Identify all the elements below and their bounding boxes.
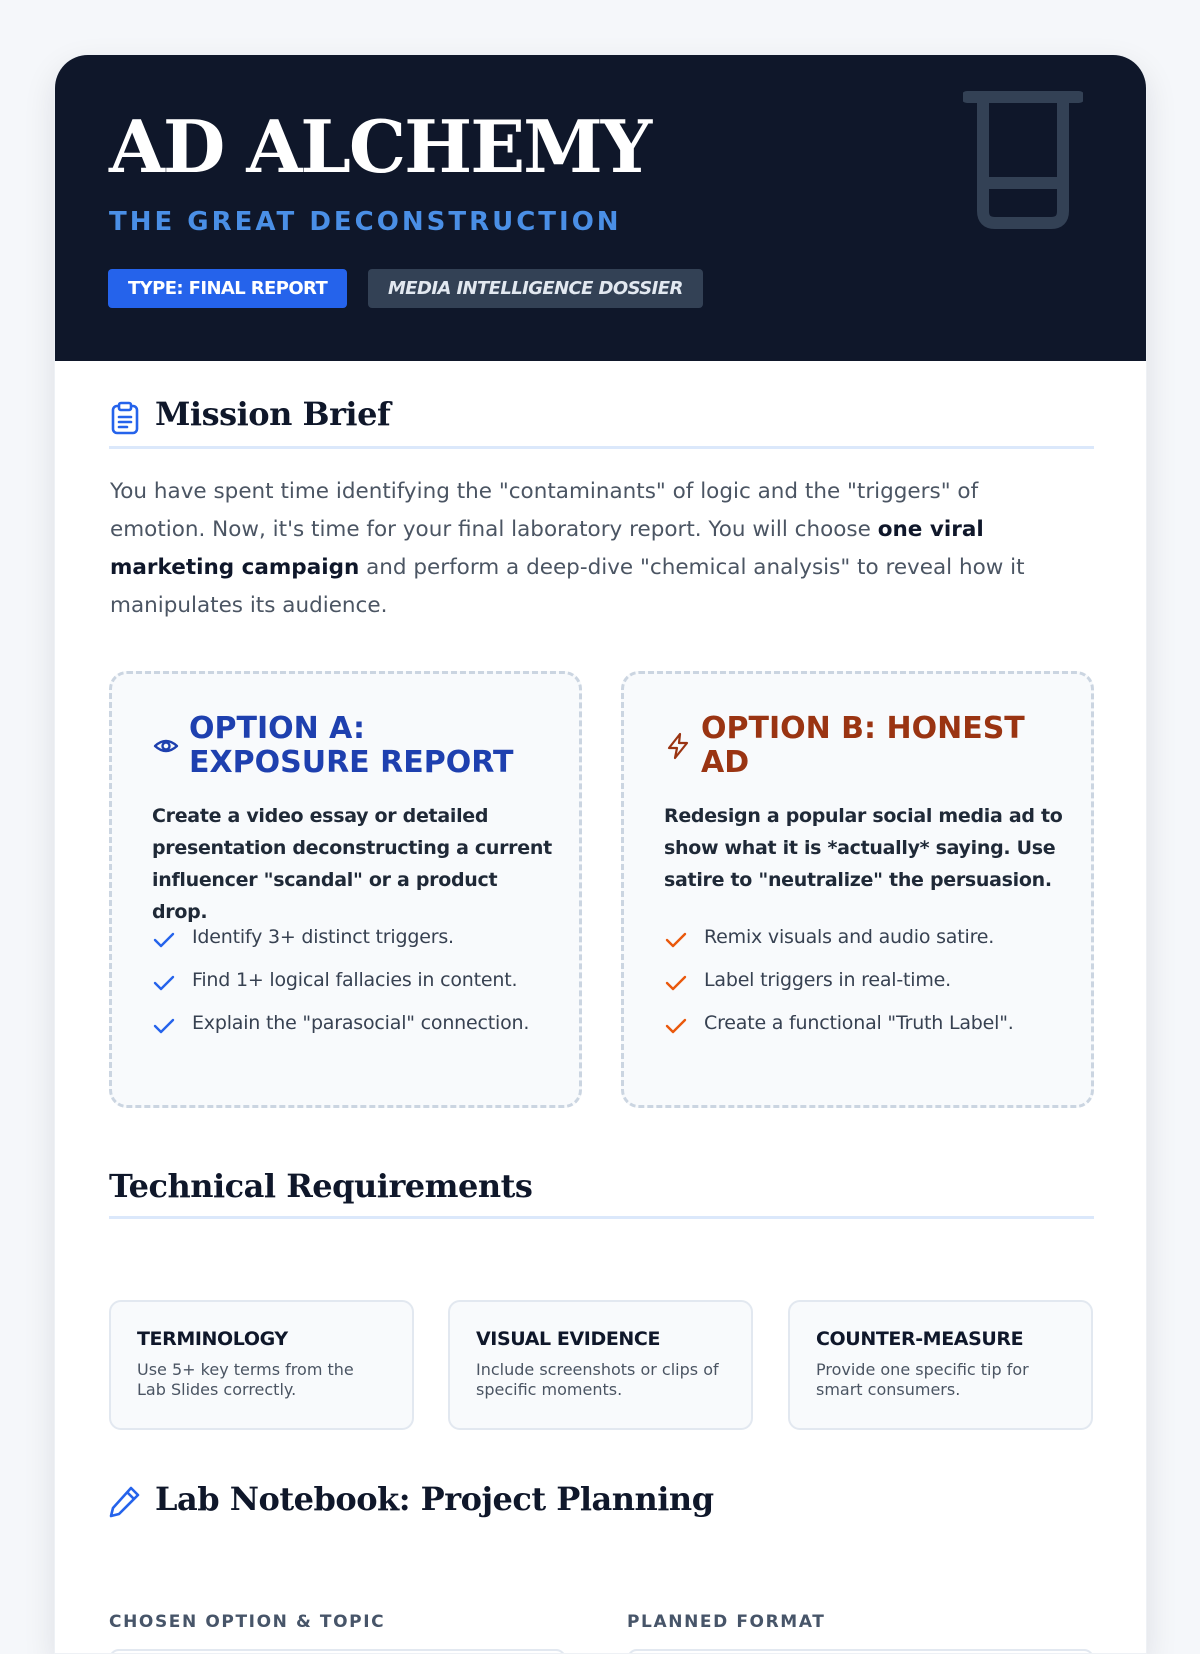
mission-text-start: You have spent time identifying the "contaminants" of logic and the "triggers" of emotion. Now, it's time for your final laboratory report. You will choose [110, 479, 979, 542]
option-b-card[interactable] [621, 671, 1094, 1108]
clipboard-icon [109, 401, 141, 435]
pencil-icon [109, 1484, 141, 1518]
mission-brief-title: Mission Brief [155, 395, 391, 433]
requirement-text: Include screenshots or clips of specific moments. [476, 1360, 719, 1399]
mission-brief-header [109, 393, 1094, 449]
requirement-text: Use 5+ key terms from the Lab Slides correctly. [137, 1360, 354, 1399]
list-item [664, 967, 1064, 993]
list-item [152, 924, 552, 950]
checklist-item-label: Find 1+ logical fallacies in content. [192, 969, 518, 991]
mission-text [110, 473, 1050, 625]
option-b-description: Redesign a popular social media ad to show what it is *actually* saying. Use satire to "neutralize" the persuasion. [664, 805, 1063, 891]
mission-text-emphasis: one viral marketing campaign [110, 517, 984, 580]
lightning-icon [664, 732, 692, 760]
option-a-title: OPTION A: EXPOSURE REPORT [189, 711, 514, 780]
option-b-checklist [664, 924, 1064, 1053]
checklist-item-label: Label triggers in real-time. [704, 969, 951, 991]
planned-format-label: PLANNED FORMAT [627, 1612, 826, 1632]
dossier-badge: MEDIA INTELLIGENCE DOSSIER [368, 269, 703, 308]
check-icon [152, 1016, 176, 1036]
check-icon [664, 930, 688, 950]
eye-icon [152, 732, 180, 760]
option-b-title: OPTION B: HONEST AD [701, 711, 1025, 780]
check-icon [152, 930, 176, 950]
requirement-card-terminology [109, 1300, 414, 1430]
list-item [152, 967, 552, 993]
page-title: AD ALCHEMY [109, 104, 651, 189]
hero-banner [55, 55, 1147, 361]
requirement-title: VISUAL EVIDENCE [476, 1328, 661, 1350]
page-subtitle: THE GREAT DECONSTRUCTION [109, 207, 622, 237]
option-a-checklist [152, 924, 552, 1053]
list-item [664, 1010, 1064, 1036]
requirement-card-visual-evidence [448, 1300, 753, 1430]
report-card [54, 54, 1147, 1654]
requirement-text: Provide one specific tip for smart consumers. [816, 1360, 1029, 1399]
check-icon [664, 973, 688, 993]
mission-text-end: and perform a deep-dive "chemical analysis" to reveal how it manipulates its audience. [110, 555, 1025, 618]
list-item [152, 1010, 552, 1036]
requirement-card-counter-measure [788, 1300, 1093, 1430]
checklist-item-label: Identify 3+ distinct triggers. [192, 926, 454, 948]
list-item [664, 924, 1064, 950]
option-a-card[interactable] [109, 671, 582, 1108]
beaker-icon [963, 91, 1083, 231]
checklist-item-label: Create a functional "Truth Label". [704, 1012, 1014, 1034]
requirements-header [109, 1155, 1094, 1219]
lab-notebook-title: Lab Notebook: Project Planning [155, 1480, 714, 1518]
checklist-item-label: Remix visuals and audio satire. [704, 926, 995, 948]
check-icon [152, 973, 176, 993]
chosen-option-field[interactable] [109, 1649, 566, 1654]
requirements-title: Technical Requirements [109, 1167, 533, 1205]
check-icon [664, 1016, 688, 1036]
chosen-option-label: CHOSEN OPTION & TOPIC [109, 1612, 386, 1632]
requirement-title: TERMINOLOGY [137, 1328, 288, 1350]
checklist-item-label: Explain the "parasocial" connection. [192, 1012, 530, 1034]
requirement-title: COUNTER-MEASURE [816, 1328, 1024, 1350]
type-badge: TYPE: FINAL REPORT [108, 269, 347, 308]
option-a-description: Create a video essay or detailed presentation deconstructing a current influencer "scandal" or a product drop. [152, 805, 552, 923]
lab-notebook-header [109, 1480, 1094, 1536]
planned-format-field[interactable] [627, 1649, 1094, 1654]
